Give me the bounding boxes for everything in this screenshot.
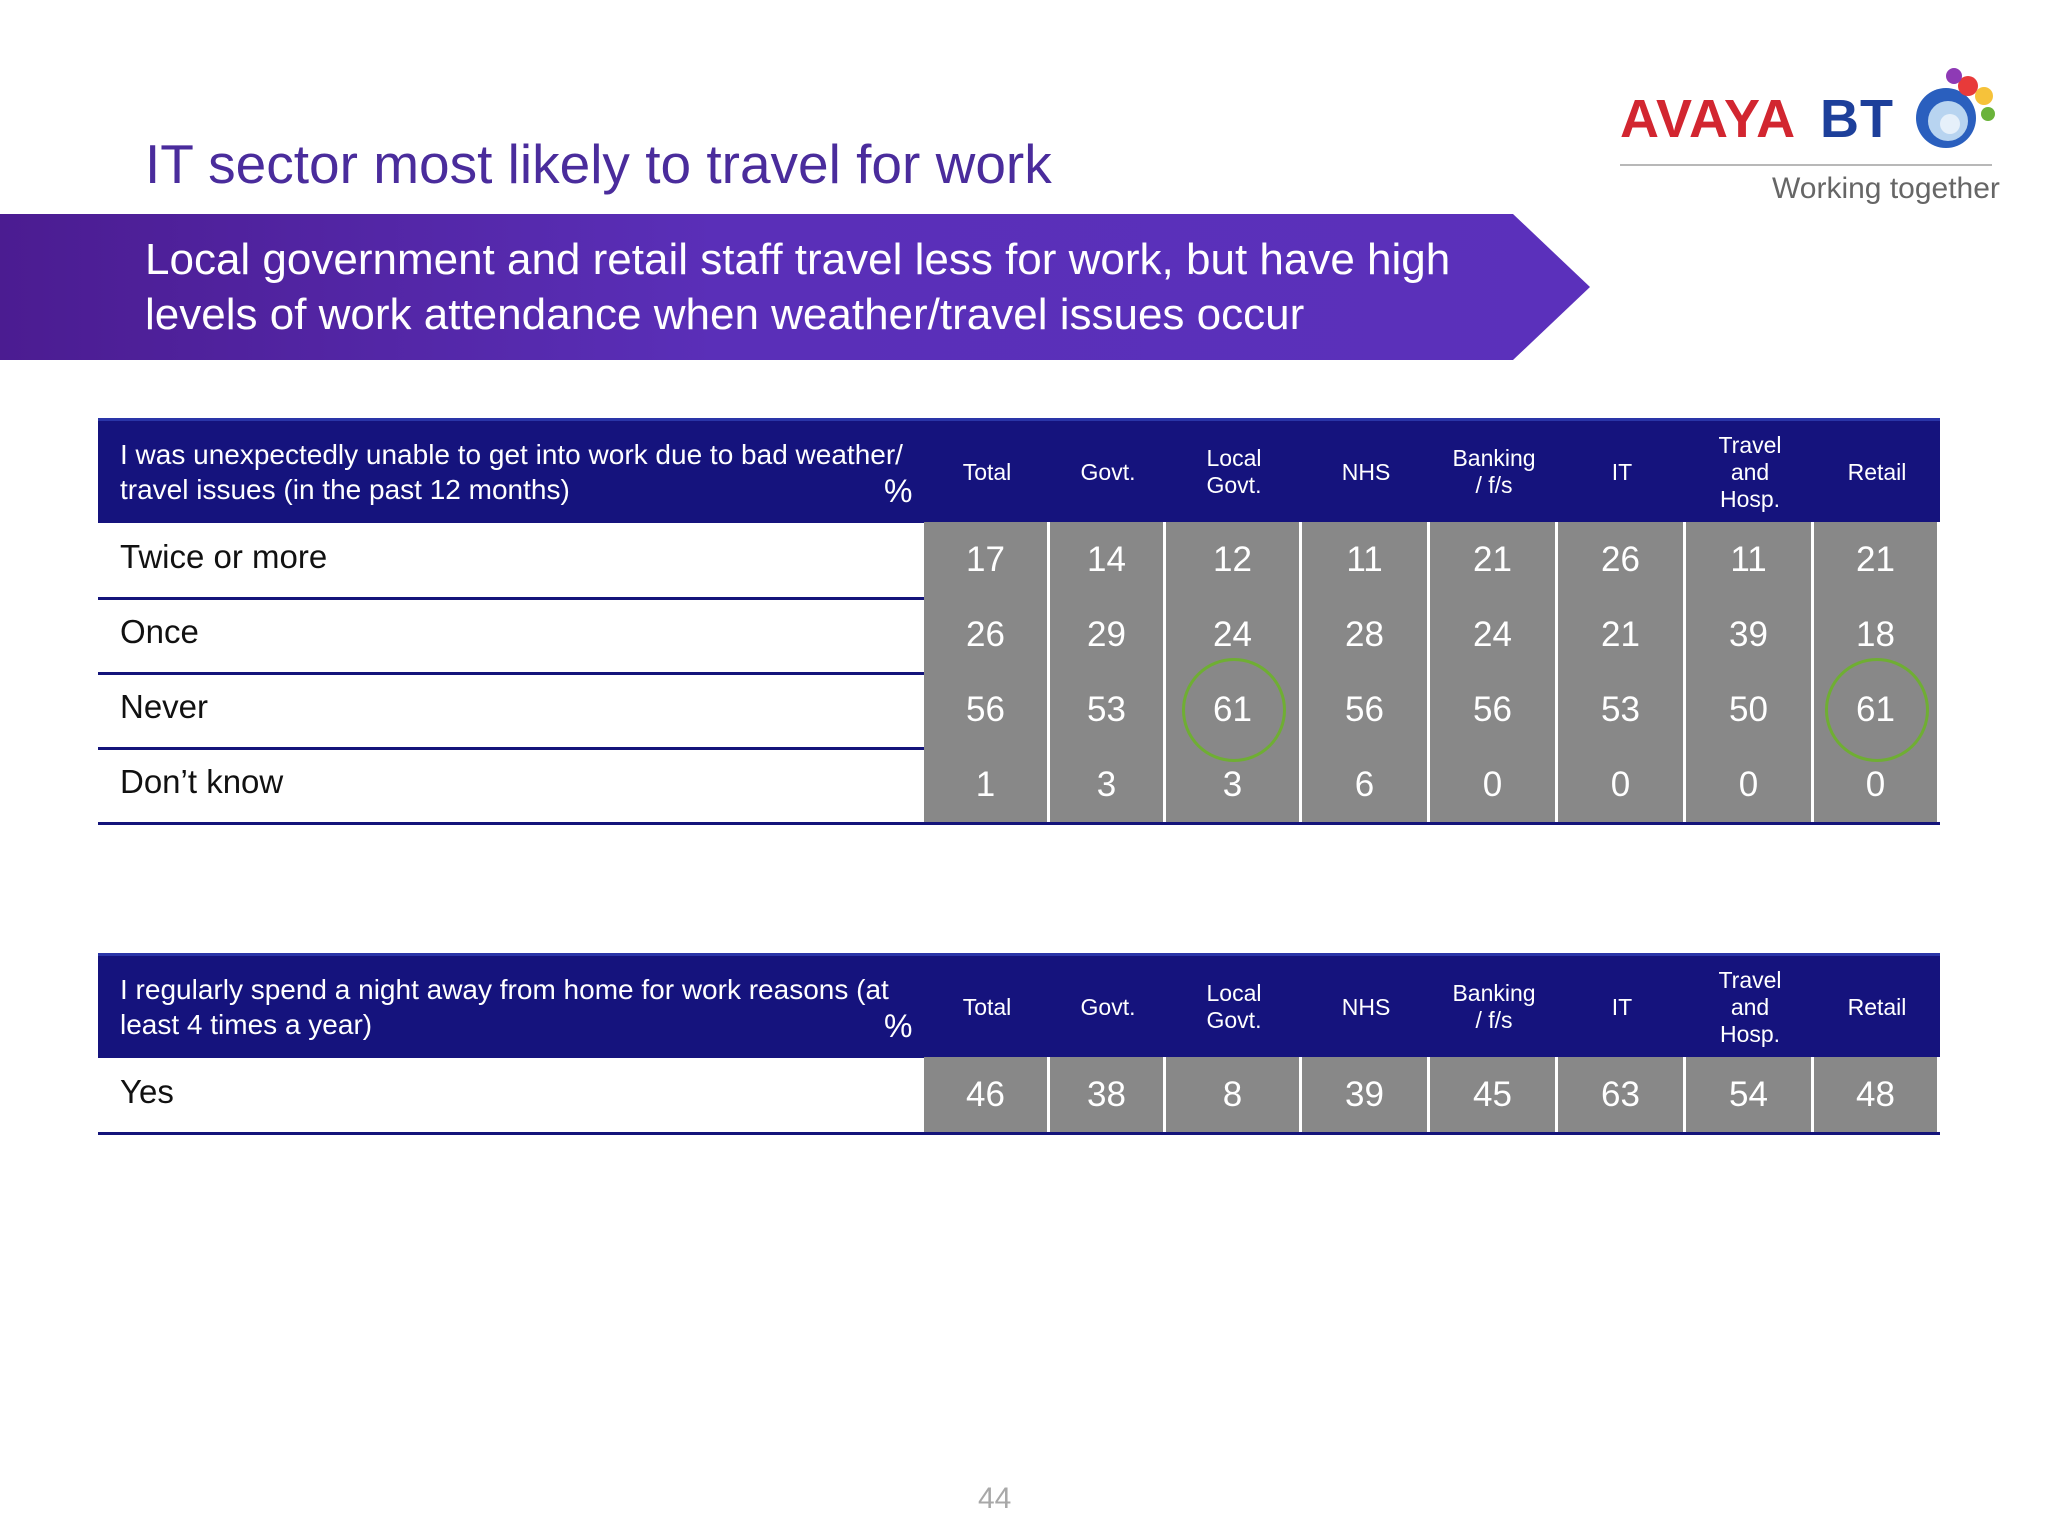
table-row <box>98 672 1940 750</box>
table-question: I was unexpectedly unable to get into work due to bad weather/ travel issues (in the past 12 months) <box>120 439 903 505</box>
column-header: Travel and Hosp. <box>1718 431 1782 512</box>
table-cell: 45 <box>1430 1057 1558 1132</box>
table-question: I regularly spend a night away from home for work reasons (at least 4 times a year) <box>120 974 889 1040</box>
table-cell: 48 <box>1814 1057 1940 1132</box>
logo-block <box>1612 62 2000 212</box>
logo-divider <box>1620 164 1992 166</box>
table-row <box>98 1057 1940 1135</box>
highlight-circle <box>1182 658 1286 762</box>
table-cell: 61 <box>1814 672 1940 747</box>
row-label: Yes <box>120 1073 174 1110</box>
table-cell: 11 <box>1302 522 1430 597</box>
table-header <box>98 418 1940 523</box>
table-cell: 61 <box>1166 672 1302 747</box>
page-title: IT sector most likely to travel for work <box>145 133 1052 195</box>
table-cell: 26 <box>924 597 1050 672</box>
column-header: Local Govt. <box>1206 445 1262 498</box>
row-label: Once <box>120 613 199 650</box>
column-header: Total <box>962 993 1012 1020</box>
column-header: IT <box>1611 458 1633 485</box>
table-cell: 21 <box>1814 522 1940 597</box>
bt-globe-icon <box>1908 66 1998 156</box>
table-cell: 21 <box>1558 597 1686 672</box>
column-header: Banking / f/s <box>1452 980 1536 1033</box>
avaya-logo: AVAYA <box>1620 89 1797 149</box>
subtitle-text: Local government and retail staff travel less for work, but have high levels of work attendance when weather/travel issues occur <box>145 235 1451 339</box>
row-label: Never <box>120 688 209 725</box>
table-row <box>98 522 1940 600</box>
highlight-circle <box>1825 658 1929 762</box>
row-label: Twice or more <box>120 538 328 575</box>
percent-unit: % <box>884 473 913 509</box>
table-cell: 39 <box>1302 1057 1430 1132</box>
table-header <box>98 953 1940 1058</box>
column-header: Travel and Hosp. <box>1718 966 1782 1047</box>
page-number: 44 <box>978 1482 1012 1515</box>
table-cell: 17 <box>924 522 1050 597</box>
column-header: NHS <box>1341 458 1391 485</box>
table-cell: 14 <box>1050 522 1166 597</box>
table-cell: 63 <box>1558 1057 1686 1132</box>
column-header: Total <box>962 458 1012 485</box>
row-label: Don’t know <box>120 763 284 800</box>
column-header: IT <box>1611 993 1633 1020</box>
table-cell: 56 <box>924 672 1050 747</box>
table-cell: 18 <box>1814 597 1940 672</box>
table-cell: 56 <box>1430 672 1558 747</box>
column-header: NHS <box>1341 993 1391 1020</box>
table-cell: 53 <box>1558 672 1686 747</box>
table-cell: 0 <box>1430 747 1558 822</box>
table-cell: 1 <box>924 747 1050 822</box>
bt-logo-text: BT <box>1820 89 1894 149</box>
table-cell: 50 <box>1686 672 1814 747</box>
table-cell: 0 <box>1814 747 1940 822</box>
table-row <box>98 597 1940 675</box>
table-cell: 56 <box>1302 672 1430 747</box>
table-cell: 38 <box>1050 1057 1166 1132</box>
table-cell: 0 <box>1686 747 1814 822</box>
table-cell: 6 <box>1302 747 1430 822</box>
percent-unit: % <box>884 1008 913 1044</box>
table-cell: 28 <box>1302 597 1430 672</box>
column-header: Banking / f/s <box>1452 445 1536 498</box>
table-cell: 8 <box>1166 1057 1302 1132</box>
table-cell: 3 <box>1166 747 1302 822</box>
table-cell: 12 <box>1166 522 1302 597</box>
table-cell: 24 <box>1166 597 1302 672</box>
column-header: Local Govt. <box>1206 980 1262 1033</box>
column-header: Retail <box>1847 993 1907 1020</box>
table-row <box>98 747 1940 825</box>
table-cell: 54 <box>1686 1057 1814 1132</box>
table-cell: 53 <box>1050 672 1166 747</box>
table-cell: 24 <box>1430 597 1558 672</box>
table-cell: 39 <box>1686 597 1814 672</box>
column-header: Retail <box>1847 458 1907 485</box>
table-cell: 46 <box>924 1057 1050 1132</box>
table-cell: 3 <box>1050 747 1166 822</box>
column-header: Govt. <box>1080 993 1136 1020</box>
tagline: Working together <box>1772 172 2000 205</box>
table-cell: 26 <box>1558 522 1686 597</box>
table-cell: 11 <box>1686 522 1814 597</box>
table-cell: 21 <box>1430 522 1558 597</box>
table-cell: 0 <box>1558 747 1686 822</box>
table-cell: 29 <box>1050 597 1166 672</box>
column-header: Govt. <box>1080 458 1136 485</box>
